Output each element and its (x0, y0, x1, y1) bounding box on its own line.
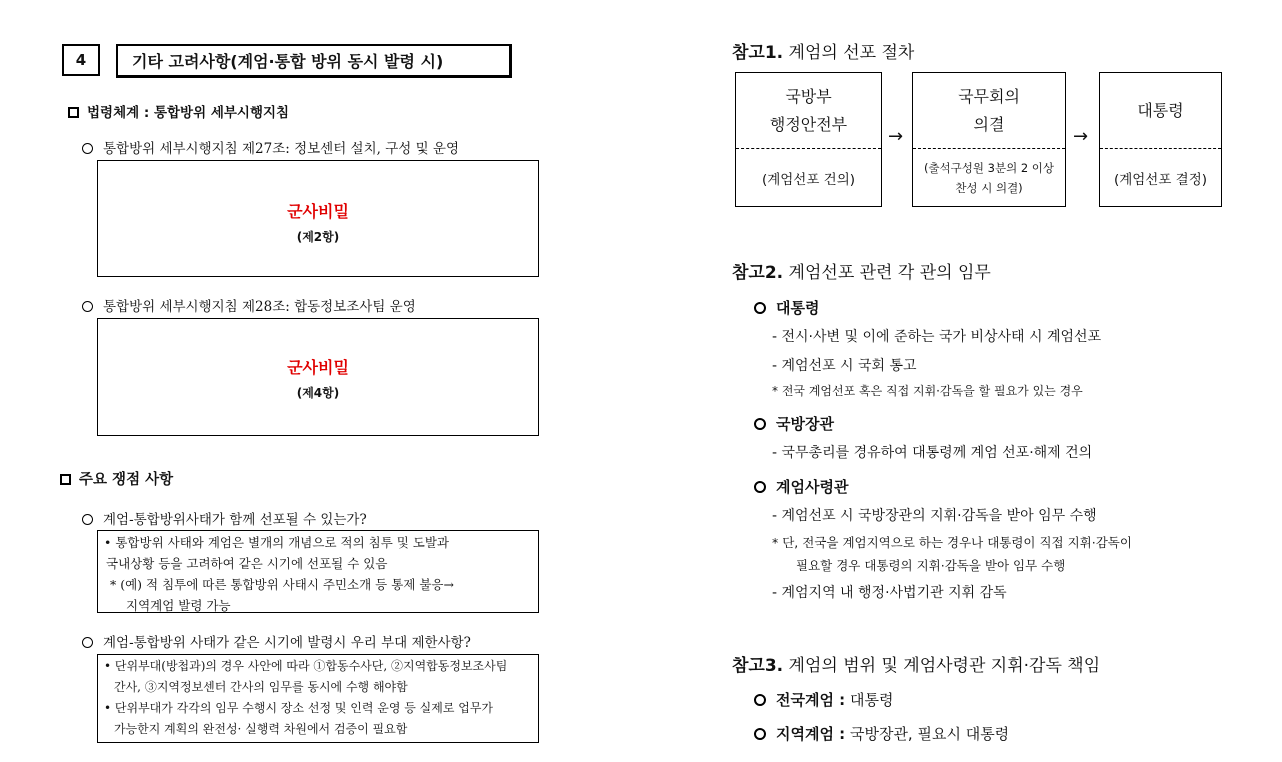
note-line: • 단위부대(방첩과)의 경우 사안에 따라 ①합동수사단, ②지역합동정보조사팀 (104, 659, 508, 673)
ref2-minister-head: 국방장관 (776, 415, 834, 433)
ref1-label: 참고1. (732, 43, 784, 63)
secret-label: 군사비밀 (287, 202, 349, 221)
flow-box-1 (735, 72, 882, 207)
issue-question-1-text: 계엄-통합방위사태가 함께 선포될 수 있는가? (103, 512, 367, 528)
ref1-heading (732, 38, 914, 63)
ref2-minister (754, 413, 834, 434)
ref2-president (754, 297, 819, 318)
flow-box-2-sub: 찬성 시 의결) (955, 180, 1023, 195)
circle-bullet-icon (754, 481, 766, 493)
ref2-line: - 계엄선포 시 국회 통고 (772, 358, 917, 374)
section-title: 기타 고려사항(계엄·통합 방위 동시 발령 시) (116, 44, 512, 78)
secret-sub-label: (제4항) (296, 386, 340, 400)
note-line: • 단위부대가 각각의 임무 수행시 장소 선정 및 인력 운영 등 실제로 업무가 (104, 701, 494, 715)
flow-box-3 (1099, 72, 1222, 207)
ref2-line: - 전시·사변 및 이에 준하는 국가 비상사태 시 계엄선포 (772, 329, 1102, 345)
issue-note-box-1 (97, 530, 539, 613)
ref3-item-head: 전국계엄 : (776, 691, 846, 709)
circle-bullet-icon (754, 694, 766, 706)
flow-box-3-sub: (계엄선포 결정) (1113, 171, 1208, 188)
ref3-label: 참고3. (732, 656, 784, 676)
ref3-title: 계엄의 범위 및 계엄사령관 지휘·감독 책임 (788, 656, 1101, 676)
circle-bullet-icon (82, 514, 93, 525)
law-item-1-text: 통합방위 세부시행지침 제27조: 정보센터 설치, 구성 및 운영 (103, 141, 459, 157)
note-line: 간사, ③지역정보센터 간사의 임무를 동시에 수행 해야함 (114, 680, 408, 694)
ref3-item-2 (754, 723, 1009, 744)
ref3-item-head: 지역계엄 : (776, 725, 846, 743)
ref2-president-head: 대통령 (776, 299, 820, 317)
note-line: • 통합방위 사태와 계엄은 별개의 개념으로 적의 침투 및 도발과 (104, 535, 450, 550)
law-heading-text: 법령체계 : 통합방위 세부시행지침 (87, 105, 290, 121)
ref2-heading (732, 258, 991, 283)
square-bullet-icon (60, 474, 71, 485)
ref2-commander-head: 계엄사령관 (776, 478, 849, 496)
ref2-commander (754, 476, 848, 497)
law-item-1 (82, 137, 459, 157)
flow-box-2-line: 국무회의 (958, 86, 1020, 106)
ref3-item-text: 대통령 (849, 691, 894, 709)
issue-note-box-2 (97, 654, 539, 743)
ref2-note: 필요할 경우 대통령의 지휘·감독을 받아 임무 수행 (796, 558, 1066, 573)
flow-box-3-line: 대통령 (1137, 100, 1184, 120)
flow-box-2-line: 의결 (973, 114, 1005, 134)
flow-arrow: → (1073, 126, 1089, 147)
law-item-2 (82, 295, 416, 315)
note-line: 국내상황 등을 고려하여 같은 시기에 선포될 수 있음 (106, 556, 388, 571)
ref2-line: - 계엄선포 시 국방장관의 지휘·감독을 받아 임무 수행 (772, 508, 1097, 524)
note-line: 지역계엄 발령 가능 (126, 598, 231, 613)
circle-bullet-icon (82, 143, 93, 154)
issue-question-2 (82, 631, 471, 651)
ref2-label: 참고2. (732, 263, 784, 283)
ref2-line: - 계엄지역 내 행정·사법기관 지휘 감독 (772, 585, 1007, 601)
note-line: 가능한지 계획의 완전성· 실행력 차원에서 검증이 필요함 (114, 722, 408, 736)
secret-box-1 (97, 160, 539, 277)
ref3-item-text: 국방장관, 필요시 대통령 (849, 725, 1010, 743)
ref1-title: 계엄의 선포 절차 (788, 43, 915, 63)
circle-bullet-icon (754, 418, 766, 430)
law-item-2-text: 통합방위 세부시행지침 제28조: 합동정보조사팀 운영 (103, 299, 416, 315)
issue-question-2-text: 계엄-통합방위 사태가 같은 시기에 발령시 우리 부대 제한사항? (103, 635, 471, 651)
circle-bullet-icon (82, 301, 93, 312)
issue-question-1 (82, 508, 367, 528)
secret-sub-label: (제2항) (296, 230, 340, 244)
ref2-note: * 단, 전국을 계엄지역으로 하는 경우나 대통령이 직접 지휘·감독이 (772, 535, 1132, 550)
square-bullet-icon (68, 107, 79, 118)
flow-box-1-sub: (계엄선포 건의) (761, 171, 856, 188)
flow-box-2 (912, 72, 1066, 207)
secret-label: 군사비밀 (287, 358, 349, 377)
ref2-line: - 국무총리를 경유하여 대통령께 계엄 선포·해제 건의 (772, 445, 1093, 461)
note-line: * (예) 적 침투에 따른 통합방위 사태시 주민소개 등 통제 불응→ (110, 577, 454, 592)
circle-bullet-icon (754, 302, 766, 314)
ref3-heading (732, 651, 1100, 676)
ref2-title: 계엄선포 관련 각 관의 임무 (788, 263, 991, 283)
flow-box-2-sub: (출석구성원 3분의 2 이상 (923, 160, 1055, 175)
flow-arrow: → (888, 126, 904, 147)
flow-box-1-line: 국방부 (785, 86, 832, 106)
issues-heading (60, 468, 173, 489)
ref2-note: * 전국 계엄선포 혹은 직접 지휘·감독을 할 필요가 있는 경우 (772, 384, 1083, 398)
secret-box-2 (97, 318, 539, 436)
circle-bullet-icon (82, 637, 93, 648)
circle-bullet-icon (754, 728, 766, 740)
law-heading (68, 101, 289, 121)
issues-heading-text: 주요 쟁점 사항 (79, 472, 174, 488)
section-number: 4 (62, 44, 100, 76)
flow-box-1-line: 행정안전부 (769, 114, 848, 134)
ref3-item-1 (754, 689, 893, 710)
